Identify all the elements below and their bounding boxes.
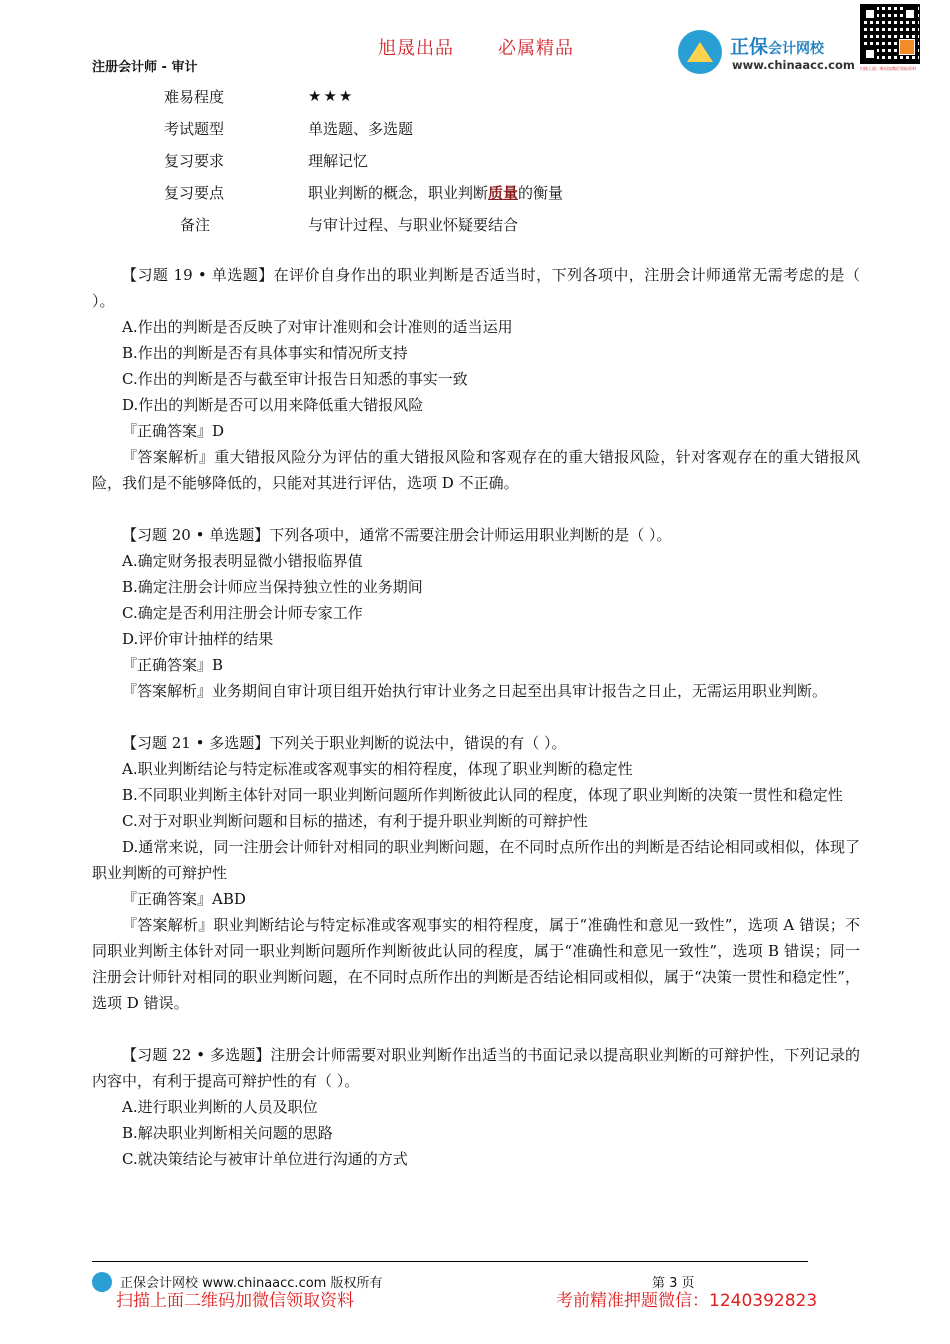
info-key: 复习要求 — [164, 151, 225, 170]
info-row — [150, 208, 563, 240]
qr-corner — [863, 7, 877, 21]
info-value-pre: 职业判断的概念，职业判断 — [308, 183, 489, 202]
question-option: D.作出的判断是否可以用来降低重大错报风险 — [122, 396, 424, 414]
question-option: A.确定财务报表明显微小错报临界值 — [122, 552, 363, 570]
question-option: D.通常来说，同一注册会计师针对相同的职业判断问题，在不同时点所作出的判断是否结论相同或相似，体现了职业判断的可辩护性 — [92, 838, 860, 882]
promo-left: 扫描上面二维码加微信领取资料 — [116, 1291, 354, 1311]
question-option: C.作出的判断是否与截至审计报告日知悉的事实一致 — [122, 370, 468, 388]
info-value — [308, 176, 563, 208]
question-option: C.就决策结论与被审计单位进行沟通的方式 — [122, 1150, 408, 1168]
answer-analysis: 『答案解析』职业判断结论与特定标准或客观事实的相符程度，属于“准确性和意见一致性”，选项 A 错误；不同职业判断主体针对同一职业判断问题所作判断彼此认同的程度，属于“准确性和意见一致性”，选项 B 错误；同一注册会计师针对相同的职业判断问题，在不同时点所作出的判断是否结论相同或相似，属于“决策一贯性和稳定性”，选项 D 错误。 — [92, 916, 860, 1012]
question-option: A.进行职业判断的人员及职位 — [122, 1098, 318, 1116]
question-option: C.确定是否利用注册会计师专家工作 — [122, 604, 363, 622]
question-stem: 【习题 19 • 单选题】在评价自身作出的职业判断是否适当时，下列各项中，注册会计师通常无需考虑的是（ ）。 — [92, 266, 860, 310]
info-row — [150, 144, 563, 176]
qr-caption: 扫描上面二维码加微信领取资料 — [860, 66, 916, 71]
header-slogan — [378, 34, 618, 60]
info-table — [150, 80, 563, 240]
footer-logo-icon — [92, 1272, 112, 1292]
question-option: D.评价审计抽样的结果 — [122, 630, 274, 648]
qr-corner — [903, 7, 917, 21]
qr-badge — [899, 39, 915, 55]
info-key: 难易程度 — [164, 87, 225, 106]
qr-code — [860, 4, 920, 88]
info-value: 理解记忆 — [308, 151, 369, 170]
question-option: A.职业判断结论与特定标准或客观事实的相符程度，体现了职业判断的稳定性 — [122, 760, 633, 778]
difficulty-stars: ★★★ — [308, 87, 355, 105]
info-row — [150, 80, 563, 112]
slogan-left: 旭晟出品 — [378, 38, 454, 59]
answer-analysis: 『答案解析』重大错报风险分为评估的重大错报风险和客观存在的重大错报风险，针对客观存在的重大错报风险，我们是不能够降低的，只能对其进行评估，选项 D 不正确。 — [92, 448, 860, 492]
highlight-link[interactable]: 质量 — [488, 183, 519, 202]
info-key: 考试题型 — [164, 119, 225, 138]
logo-name — [730, 32, 824, 59]
info-value: 单选题、多选题 — [308, 119, 414, 138]
logo-icon — [678, 30, 722, 74]
logo-name-main: 正保 — [730, 36, 769, 58]
correct-answer: 『正确答案』D — [122, 422, 225, 440]
logo-name-suffix: 会计网校 — [768, 41, 825, 57]
answer-analysis: 『答案解析』业务期间自审计项目组开始执行审计业务之日起至出具审计报告之日止，无需运用职业判断。 — [122, 682, 828, 700]
footer-copyright: 正保会计网校 www.chinaacc.com 版权所有 — [120, 1276, 383, 1291]
question-option: B.解决职业判断相关问题的思路 — [122, 1124, 333, 1142]
info-row — [150, 176, 563, 208]
info-key: 复习要点 — [164, 183, 225, 202]
footer-divider — [92, 1261, 808, 1262]
brand-logo — [678, 28, 858, 78]
correct-answer: 『正确答案』B — [122, 656, 224, 674]
info-value: 与审计过程、与职业怀疑要结合 — [308, 215, 519, 234]
info-row — [150, 112, 563, 144]
question-option: B.不同职业判断主体针对同一职业判断问题所作判断彼此认同的程度，体现了职业判断的决策一贯性和稳定性 — [122, 786, 843, 804]
question-list — [92, 262, 860, 1172]
info-value-post: 的衡量 — [518, 183, 564, 202]
question-option: C.对于对职业判断问题和目标的描述，有利于提升职业判断的可辩护性 — [122, 812, 588, 830]
page-number: 第 3 页 — [652, 1276, 695, 1291]
question-option: B.确定注册会计师应当保持独立性的业务期间 — [122, 578, 423, 596]
correct-answer: 『正确答案』ABD — [122, 890, 246, 908]
logo-url: www.chinaacc.com — [732, 58, 855, 72]
slogan-right: 必属精品 — [498, 38, 574, 59]
question-option: A.作出的判断是否反映了对审计准则和会计准则的适当运用 — [122, 318, 513, 336]
qr-corner — [863, 47, 877, 61]
qr-code-icon — [860, 4, 920, 64]
question-stem: 【习题 21 • 多选题】下列关于职业判断的说法中，错误的有（ ）。 — [122, 734, 567, 752]
question-stem: 【习题 22 • 多选题】注册会计师需要对职业判断作出适当的书面记录以提高职业判断的可辩护性，下列记录的内容中，有利于提高可辩护性的有（ ）。 — [92, 1046, 860, 1090]
info-key: 备注 — [180, 215, 211, 234]
subject-title: 注册会计师 - 审计 — [92, 60, 198, 75]
question-stem: 【习题 20 • 单选题】下列各项中，通常不需要注册会计师运用职业判断的是（ ）。 — [122, 526, 672, 544]
promo-right: 考前精准押题微信：1240392823 — [556, 1291, 818, 1311]
question-option: B.作出的判断是否有具体事实和情况所支持 — [122, 344, 408, 362]
